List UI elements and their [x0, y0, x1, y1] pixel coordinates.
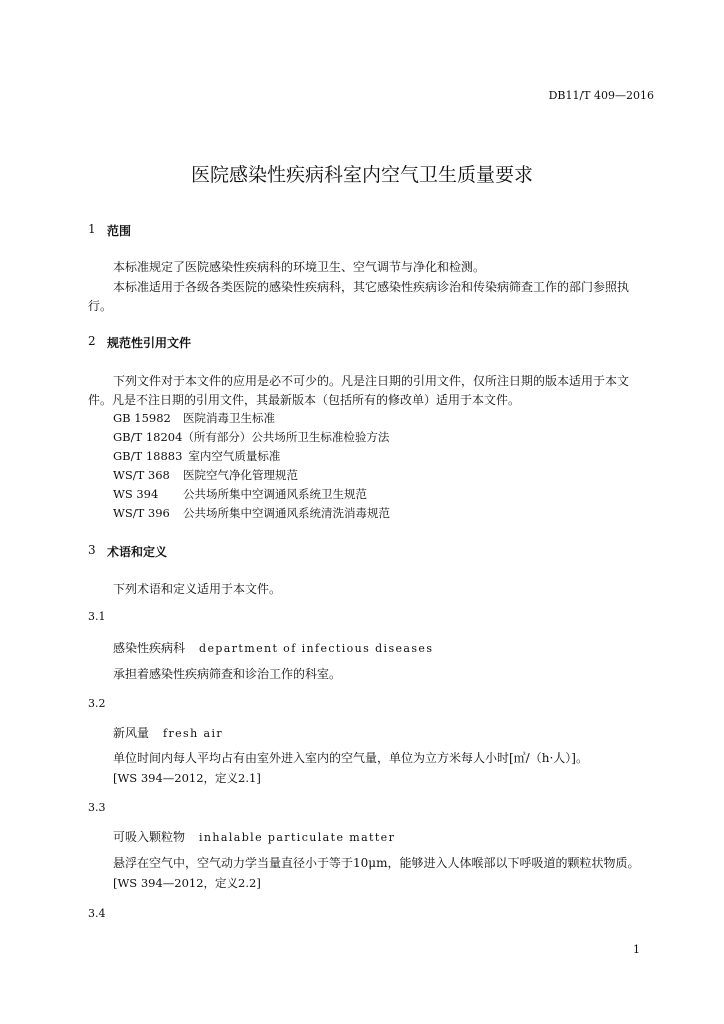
reference-item	[113, 467, 298, 483]
term-chinese: 感染性疾病科	[113, 641, 186, 655]
reference-name: 医院空气净化管理规范	[183, 468, 298, 482]
reference-name: 室内空气质量标准	[188, 449, 281, 463]
paragraph: 本标准适用于各级各类医院的感染性疾病科，其它感染性疾病诊治和传染病筛查工作的部门参照执	[113, 280, 630, 294]
term-number: 3.1	[88, 610, 106, 623]
term-chinese: 新风量	[113, 726, 150, 740]
term-english: department of infectious diseases	[199, 642, 434, 655]
term-definition: 单位时间内每人平均占有由室外进入室内的空气量，单位为立方米每人小时[㎥/（h·人）]。	[113, 751, 588, 765]
reference-code: WS/T 396	[113, 506, 170, 520]
section-number: 2	[88, 334, 96, 348]
reference-item	[113, 410, 275, 426]
paragraph: 下列文件对于本文件的应用是必不可少的。凡是注日期的引用文件，仅所注日期的版本适用于本文	[113, 374, 630, 388]
section-3-heading	[88, 543, 648, 559]
term-definition: 悬浮在空气中，空气动力学当量直径小于等于10μm，能够进入人体喉部以下呼吸道的颗粒状物质。	[113, 856, 640, 870]
page-number: 1	[633, 943, 640, 956]
reference-code: GB 15982	[113, 411, 171, 425]
section-1-heading	[88, 222, 648, 238]
section-number: 3	[88, 543, 96, 557]
reference-code: WS/T 368	[113, 468, 170, 482]
section-title: 规范性引用文件	[107, 336, 192, 350]
term-heading	[113, 826, 395, 845]
reference-code: GB/T 18204	[113, 430, 183, 444]
paragraph: 本标准规定了医院感染性疾病科的环境卫生、空气调节与净化和检测。	[113, 260, 486, 274]
section-title: 术语和定义	[107, 545, 168, 559]
term-chinese: 可吸入颗粒物	[113, 830, 186, 844]
term-definition: 承担着感染性疾病筛查和诊治工作的科室。	[113, 667, 342, 681]
paragraph-continuation: 行。	[88, 299, 113, 313]
section-number: 1	[88, 222, 96, 236]
term-heading	[113, 722, 223, 741]
term-source: [WS 394—2012，定义2.1]	[113, 771, 261, 785]
term-number: 3.3	[88, 801, 106, 814]
document-code: DB11/T 409—2016	[548, 89, 654, 102]
term-heading	[113, 637, 433, 656]
paragraph: 下列术语和定义适用于本文件。	[113, 582, 282, 596]
term-english: inhalable particulate matter	[199, 831, 396, 844]
reference-item	[113, 486, 367, 502]
reference-code: GB/T 18883	[113, 449, 183, 463]
document-title: 医院感染性疾病科室内空气卫生质量要求	[190, 164, 533, 186]
reference-code: WS 394	[113, 487, 159, 501]
reference-name: 医院消毒卫生标准	[183, 411, 275, 425]
reference-name: 公共场所集中空调通风系统卫生规范	[183, 487, 367, 501]
reference-item	[113, 429, 389, 445]
reference-item	[113, 448, 280, 464]
term-number: 3.4	[88, 907, 106, 920]
section-title: 范围	[107, 224, 132, 238]
term-english: fresh air	[163, 727, 224, 740]
reference-item	[113, 505, 390, 521]
reference-name: 公共场所集中空调通风系统清洗消毒规范	[183, 506, 390, 520]
section-2-heading	[88, 334, 648, 350]
term-number: 3.2	[88, 697, 106, 710]
reference-name: （所有部分）公共场所卫生标准检验方法	[182, 430, 390, 444]
paragraph-continuation: 件。凡是不注日期的引用文件，其最新版本（包括所有的修改单）适用于本文件。	[88, 393, 521, 407]
term-source: [WS 394—2012，定义2.2]	[113, 876, 261, 890]
